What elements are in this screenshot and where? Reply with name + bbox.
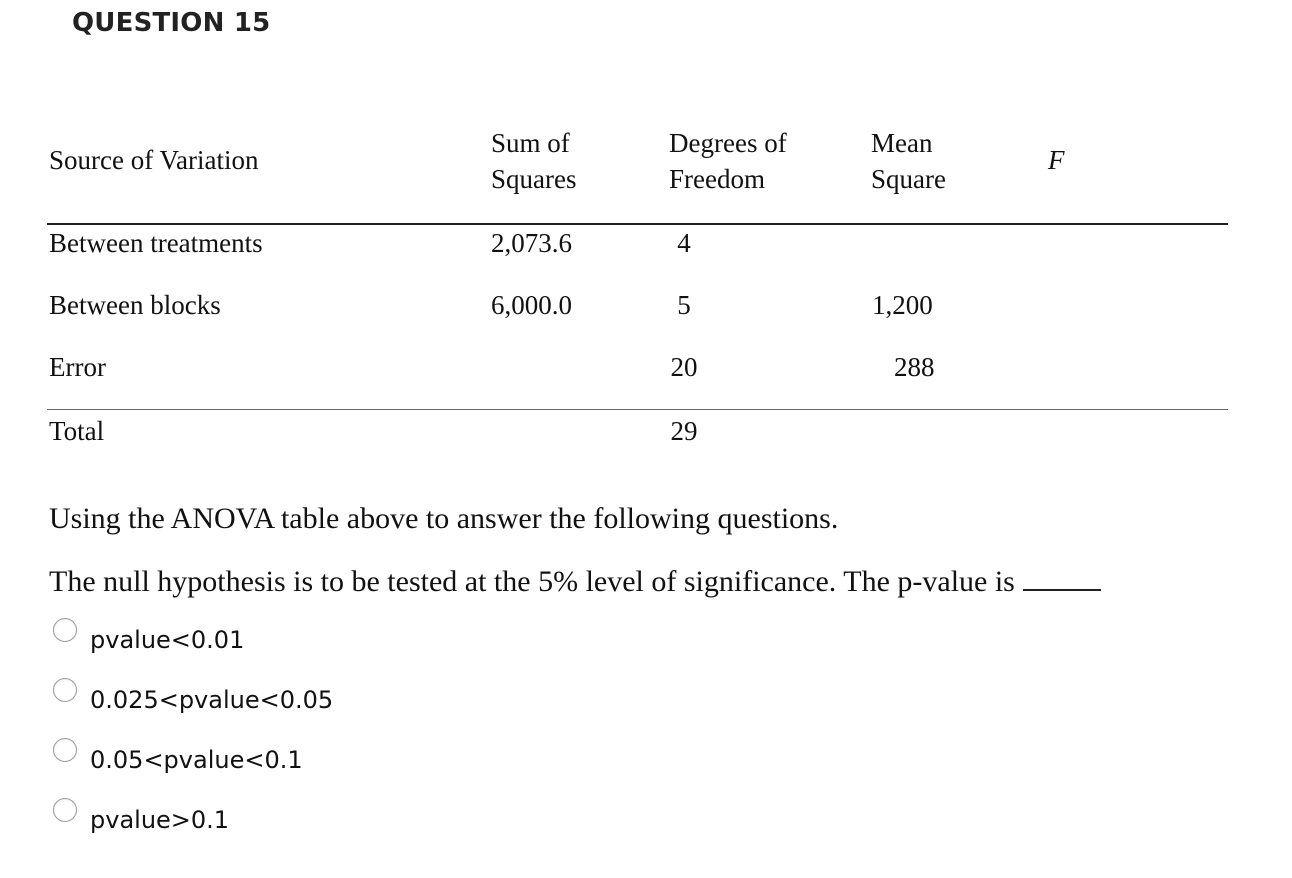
row-source: Between treatments bbox=[49, 228, 263, 258]
row-degrees-of-freedom: 5 bbox=[677, 290, 691, 320]
row-degrees-of-freedom: 29 bbox=[670, 416, 698, 446]
header-f: F bbox=[1048, 145, 1065, 175]
header-source-of-variation: Source of Variation bbox=[49, 145, 259, 175]
header-mean-square-line2: Square bbox=[871, 164, 946, 194]
option-pvalue-lt-0-01[interactable] bbox=[53, 620, 244, 660]
option-label: 0.025<pvalue<0.05 bbox=[90, 686, 334, 714]
header-degrees-of-freedom-line1: Degrees of bbox=[669, 128, 787, 158]
row-sum-of-squares: 2,073.6 bbox=[491, 228, 572, 258]
option-label: 0.05<pvalue<0.1 bbox=[90, 746, 303, 774]
answer-blank bbox=[1023, 571, 1101, 591]
row-degrees-of-freedom: 4 bbox=[677, 228, 691, 258]
question-prompt-text: The null hypothesis is to be tested at the 5% level of significance. The p-value is bbox=[49, 565, 1015, 598]
radio-button[interactable] bbox=[53, 738, 77, 762]
row-mean-square: 288 bbox=[894, 352, 935, 382]
option-pvalue-gt-0-1[interactable] bbox=[53, 800, 229, 840]
row-source: Error bbox=[49, 352, 106, 382]
header-sum-of-squares-line1: Sum of bbox=[491, 128, 570, 158]
header-degrees-of-freedom-line2: Freedom bbox=[669, 164, 765, 194]
radio-button[interactable] bbox=[53, 798, 77, 822]
radio-button[interactable] bbox=[53, 618, 77, 642]
row-source: Between blocks bbox=[49, 290, 221, 320]
radio-button[interactable] bbox=[53, 678, 77, 702]
table-total-divider bbox=[47, 409, 1228, 410]
option-0-05-to-0-1[interactable] bbox=[53, 740, 303, 780]
option-label: pvalue>0.1 bbox=[90, 806, 230, 834]
row-degrees-of-freedom: 20 bbox=[670, 352, 698, 382]
row-source: Total bbox=[49, 416, 105, 446]
question-title: QUESTION 15 bbox=[72, 8, 271, 38]
header-sum-of-squares-line2: Squares bbox=[491, 164, 577, 194]
row-mean-square: 1,200 bbox=[872, 290, 933, 320]
header-mean-square-line1: Mean bbox=[871, 128, 933, 158]
option-label: pvalue<0.01 bbox=[90, 626, 245, 654]
row-sum-of-squares: 6,000.0 bbox=[491, 290, 572, 320]
option-0-025-to-0-05[interactable] bbox=[53, 680, 333, 720]
instructions-intro: Using the ANOVA table above to answer the following questions. bbox=[49, 502, 839, 535]
question-prompt bbox=[49, 565, 1101, 599]
